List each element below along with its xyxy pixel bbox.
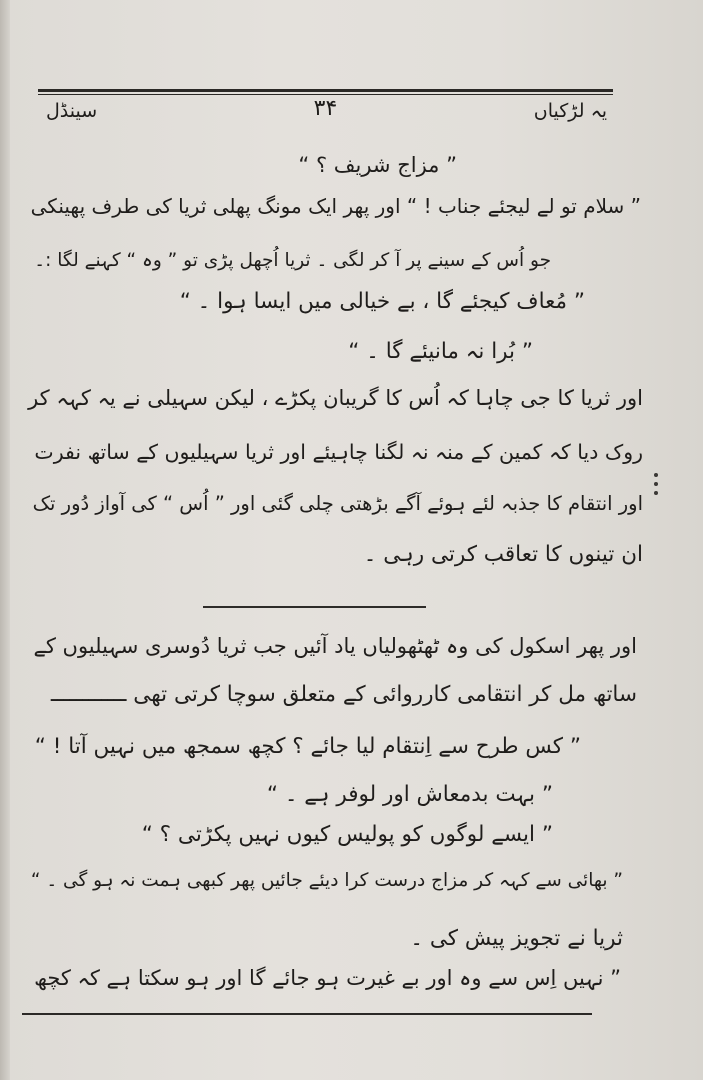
book-title: یہ لڑکیاں xyxy=(533,100,607,122)
text-line-8: اور انتقام کا جذبہ لئے ہوئے آگے بڑھتی چلی گئی اور ” اُس “ کی آواز دُور تک xyxy=(32,492,643,515)
header-rule-thin xyxy=(38,94,613,95)
text-line-16: ثریا نے تجویز پیش کی ۔ xyxy=(410,926,623,951)
text-line-1: ” مزاج شریف ؟ “ xyxy=(298,153,457,177)
text-line-12: ” کس طرح سے اِنتقام لیا جائے ؟ کچھ سمجھ میں نہیں آتا ! “ xyxy=(34,734,581,759)
text-line-3: جو اُس کے سینے پر آ کر لگی ۔ ثریا اُچھل پڑی تو ” وہ “ کہنے لگا :۔ xyxy=(34,250,551,271)
text-line-13: ” بہت بدمعاش اور لوفر ہے ۔ “ xyxy=(266,782,553,807)
running-header xyxy=(38,96,613,130)
header-rule-thick xyxy=(38,89,613,92)
text-line-17: ” نہیں اِس سے وہ اور بے غیرت ہو جائے گا اور ہو سکتا ہے کہ کچھ xyxy=(34,966,621,990)
text-line-9: ان تینوں کا تعاقب کرتی رہی ۔ xyxy=(363,542,643,567)
series-name: سینڈل xyxy=(46,100,98,122)
text-line-11: ساتھ مل کر انتقامی کارروائی کے متعلق سوچا کرتی تھی ــــــــــــ xyxy=(50,682,637,707)
text-line-4: ” مُعاف کیجئے گا ، بے خیالی میں ایسا ہوا ۔ “ xyxy=(179,289,585,314)
page-spine-shadow xyxy=(0,0,10,1080)
margin-dots xyxy=(652,468,660,508)
text-line-14: ” ایسے لوگوں کو پولیس کیوں نہیں پکڑتی ؟ “ xyxy=(141,822,553,847)
text-line-10: اور پھر اسکول کی وہ ٹھٹھولیاں یاد آئیں جب ثریا دُوسری سہیلیوں کے xyxy=(33,634,637,658)
text-line-7: روک دیا کہ کمین کے منہ نہ لگنا چاہیئے اور ثریا سہیلیوں کے ساتھ نفرت xyxy=(34,440,643,464)
page-number: ۳۴ xyxy=(313,96,338,121)
text-line-5: ” بُرا نہ مانیئے گا ۔ “ xyxy=(348,339,533,364)
text-line-2: ” سلام تو لے لیجئے جناب ! “ اور پھر ایک مونگ پھلی ثریا کی طرف پھینکی xyxy=(30,194,641,218)
section-separator xyxy=(203,606,426,608)
footer-rule xyxy=(22,1013,592,1015)
text-line-6: اور ثریا کا جی چاہا کہ اُس کا گریبان پکڑے ، لیکن سہیلی نے یہ کہہ کر xyxy=(28,386,643,410)
text-line-15: ” بھائی سے کہہ کر مزاج درست کرا دیئے جائیں پھر کبھی ہمت نہ ہو گی ۔ “ xyxy=(30,870,623,891)
